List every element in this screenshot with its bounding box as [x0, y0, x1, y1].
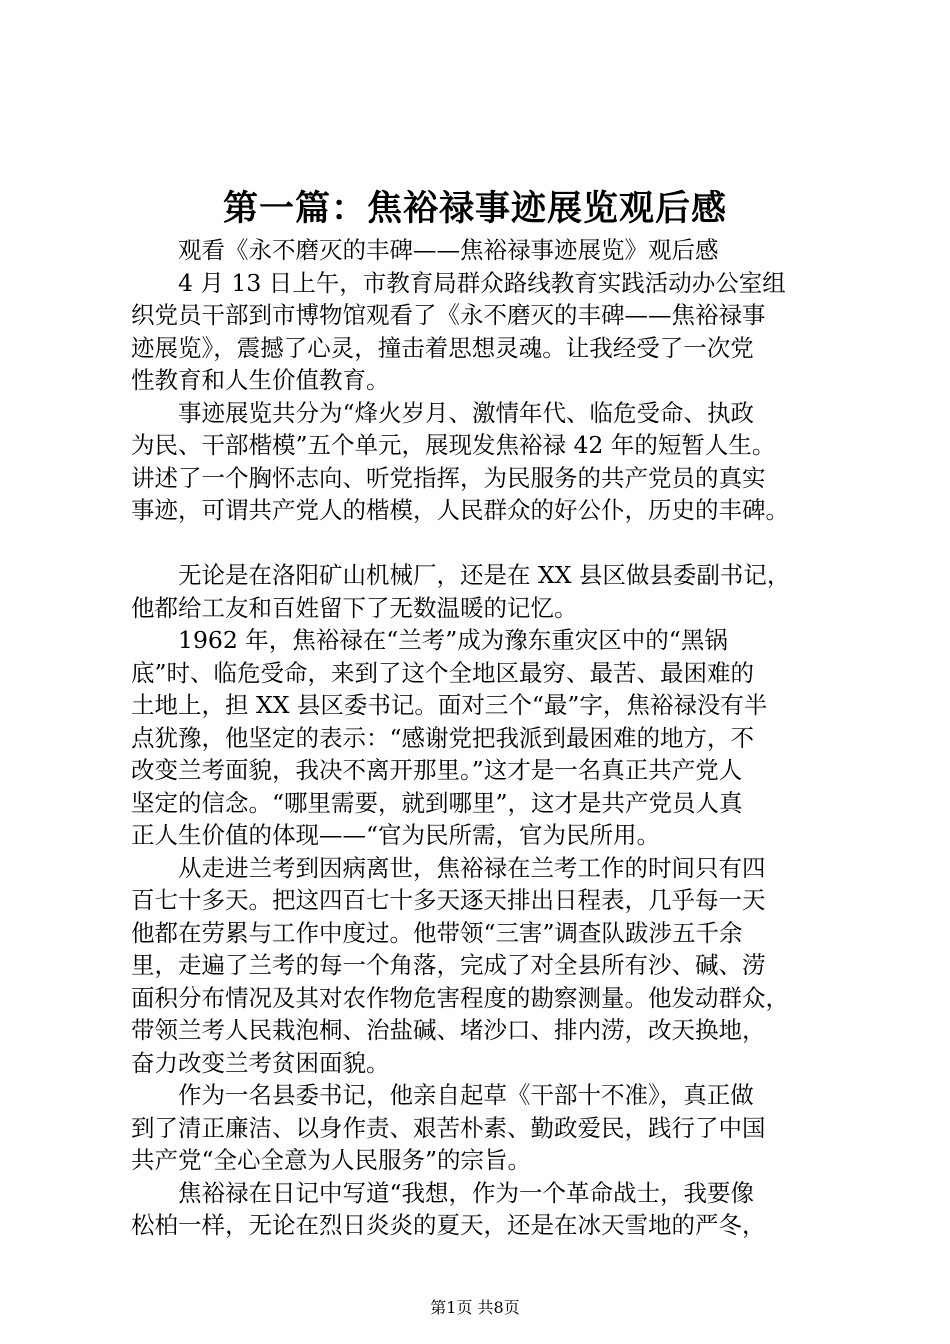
- text-line: 带领兰考人民栽泡桐、治盐碱、堵沙口、排内涝，改天换地，: [131, 1016, 766, 1044]
- text-line: 性教育和人生价值教育。: [131, 366, 390, 394]
- blank-line: [131, 527, 831, 560]
- document-body: [131, 234, 831, 1242]
- text-line: 4 月 13 日上午，市教育局群众路线教育实践活动办公室组: [178, 268, 786, 297]
- text-line: 他都给工友和百姓留下了无数温暖的记忆。: [131, 593, 578, 622]
- text-line: 1962 年，焦裕禄在“兰考”成为豫东重灾区中的“黑锅: [178, 626, 728, 654]
- text-line: 底”时、临危受命，来到了这个全地区最穷、最苦、最困难的: [131, 658, 755, 687]
- text-line: 松柏一样，无论在烈日炎炎的夏天，还是在冰天雪地的严冬，: [131, 1211, 766, 1239]
- text-line: 到了清正廉洁、以身作责、艰苦朴素、勤政爱民，践行了中国: [131, 1113, 766, 1142]
- text-line: 事迹展览共分为“烽火岁月、激情年代、临危受命、执政: [178, 398, 755, 427]
- text-line: 迹展览》，震撼了心灵，撞击着思想灵魂。让我经受了一次党: [131, 333, 754, 362]
- text-line: 改变兰考面貌，我决不离开那里。”这才是一名真正共产党人: [131, 756, 743, 784]
- text-line: 百七十多天。把这四百七十多天逐天排出日程表，几乎每一天: [131, 886, 766, 914]
- document-title: 第一篇：焦裕禄事迹展览观后感: [222, 188, 727, 229]
- text-line: 讲述了一个胸怀志向、听党指挥，为民服务的共产党员的真实: [131, 463, 766, 492]
- text-line: 奋力改变兰考贫困面貌。: [131, 1048, 390, 1077]
- page-footer: 第1页 共8页: [430, 1298, 520, 1317]
- text-line: 为民、干部楷模”五个单元，展现发焦裕禄 42 年的短暂人生。: [131, 431, 776, 459]
- text-line: 事迹，可谓共产党人的楷模，人民群众的好公仆，历史的丰碑。: [131, 496, 789, 524]
- text-line: 土地上，担 XX 县区委书记。面对三个“最”字，焦裕禄没有半: [131, 691, 768, 719]
- text-line: 他都在劳累与工作中度过。他带领“三害”调查队跋涉五千余: [131, 918, 743, 947]
- text-line: 里，走遍了兰考的每一个角落，完成了对全县所有沙、碱、涝: [131, 951, 766, 979]
- text-line: 点犹豫，他坚定的表示：“感谢党把我派到最困难的地方，不: [131, 723, 755, 752]
- text-line: 共产党“全心全意为人民服务”的宗旨。: [131, 1146, 532, 1174]
- text-line: 无论是在洛阳矿山机械厂，还是在 XX 县区做县委副书记，: [178, 561, 791, 589]
- text-line: 坚定的信念。“哪里需要，就到哪里”，这才是共产党员人真: [131, 788, 743, 817]
- text-line: 从走进兰考到因病离世，焦裕禄在兰考工作的时间只有四: [178, 853, 766, 882]
- text-line: 焦裕禄在日记中写道“我想，作为一个革命战士，我要像: [178, 1178, 755, 1207]
- subtitle-line: 观看《永不磨灭的丰碑——焦裕禄事迹展览》观后感: [178, 236, 719, 264]
- text-line: 织党员干部到市博物馆观看了《永不磨灭的丰碑——焦裕禄事: [131, 301, 766, 329]
- text-line: 作为一名县委书记，他亲自起草《干部十不准》，真正做: [178, 1081, 754, 1109]
- text-line: 正人生价值的体现——“官为民所需，官为民所用。: [131, 821, 661, 849]
- text-line: 面积分布情况及其对农作物危害程度的勘察测量。他发动群众，: [131, 983, 789, 1012]
